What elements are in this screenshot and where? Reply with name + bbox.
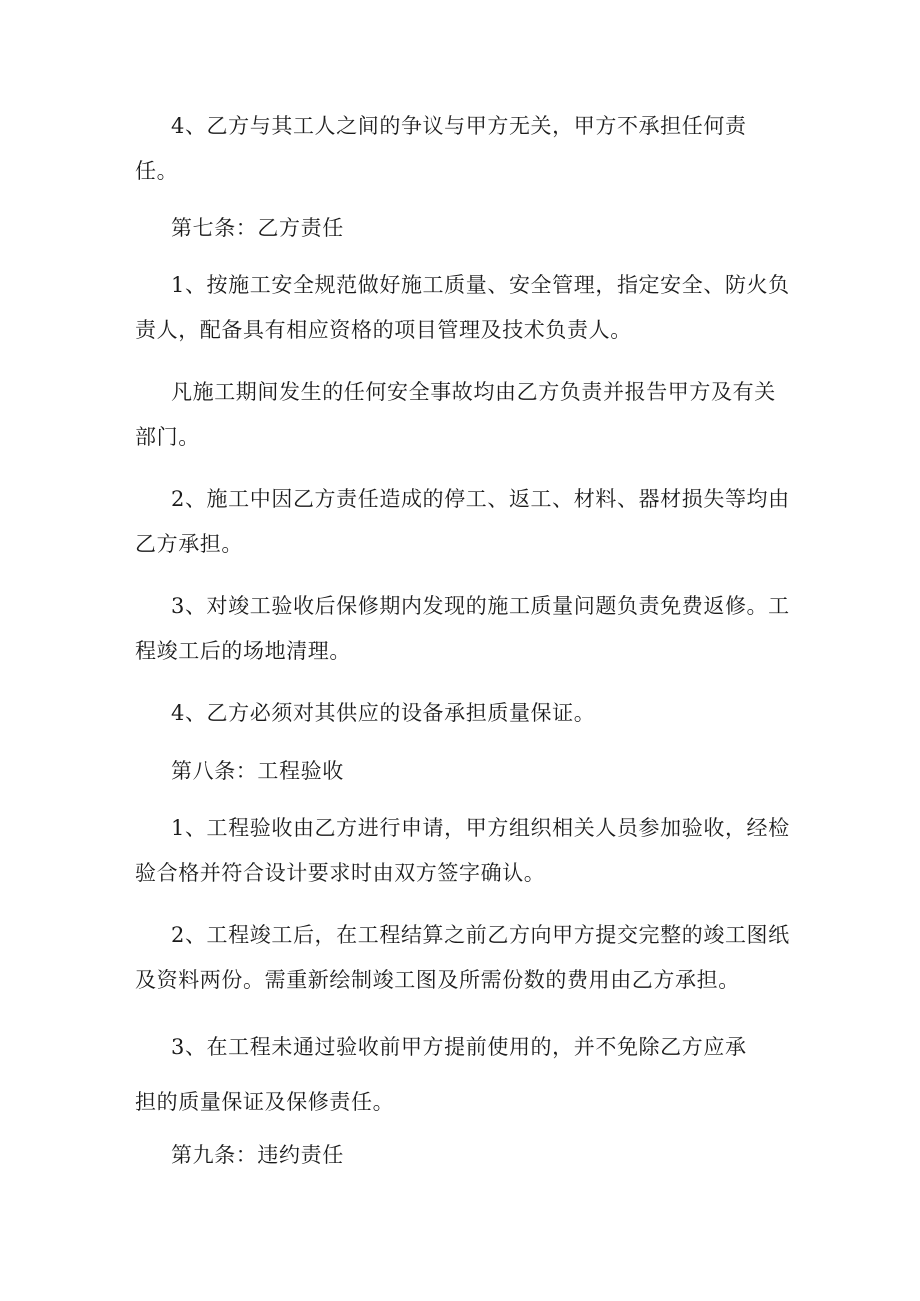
paragraph-worker-dispute: 4、乙方与其工人之间的争议与甲方无关，甲方不承担任何责任。 bbox=[135, 114, 747, 183]
paragraph-warranty-repair: 3、对竣工验收后保修期内发现的施工质量问题负责免费返修。工程竣工后的场地清理。 bbox=[135, 594, 790, 663]
paragraph-completion-drawings: 2、工程竣工后，在工程结算之前乙方向甲方提交完整的竣工图纸及资料两份。需重新绘制竣工图及所需份数的费用由乙方承担。 bbox=[135, 923, 790, 992]
paragraph-acceptance-application: 1、工程验收由乙方进行申请，甲方组织相关人员参加验收，经检验合格并符合设计要求时由双方签字确认。 bbox=[135, 816, 790, 885]
section-heading-article-8: 第八条：工程验收 bbox=[171, 759, 344, 783]
section-heading-article-7: 第七条：乙方责任 bbox=[171, 216, 344, 240]
paragraph-early-use: 3、在工程未通过验收前甲方提前使用的，并不免除乙方应承担的质量保证及保修责任。 bbox=[135, 1035, 747, 1114]
paragraph-equipment-quality: 4、乙方必须对其供应的设备承担质量保证。 bbox=[171, 701, 596, 725]
section-heading-article-9: 第九条：违约责任 bbox=[171, 1143, 344, 1167]
paragraph-safety-management: 1、按施工安全规范做好施工质量、安全管理，指定安全、防火负责人，配备具有相应资格的项目管理及技术负责人。 bbox=[135, 273, 790, 342]
paragraph-work-stoppage: 2、施工中因乙方责任造成的停工、返工、材料、器材损失等均由乙方承担。 bbox=[135, 487, 790, 556]
paragraph-safety-accidents: 凡施工期间发生的任何安全事故均由乙方负责并报告甲方及有关部门。 bbox=[135, 380, 776, 449]
